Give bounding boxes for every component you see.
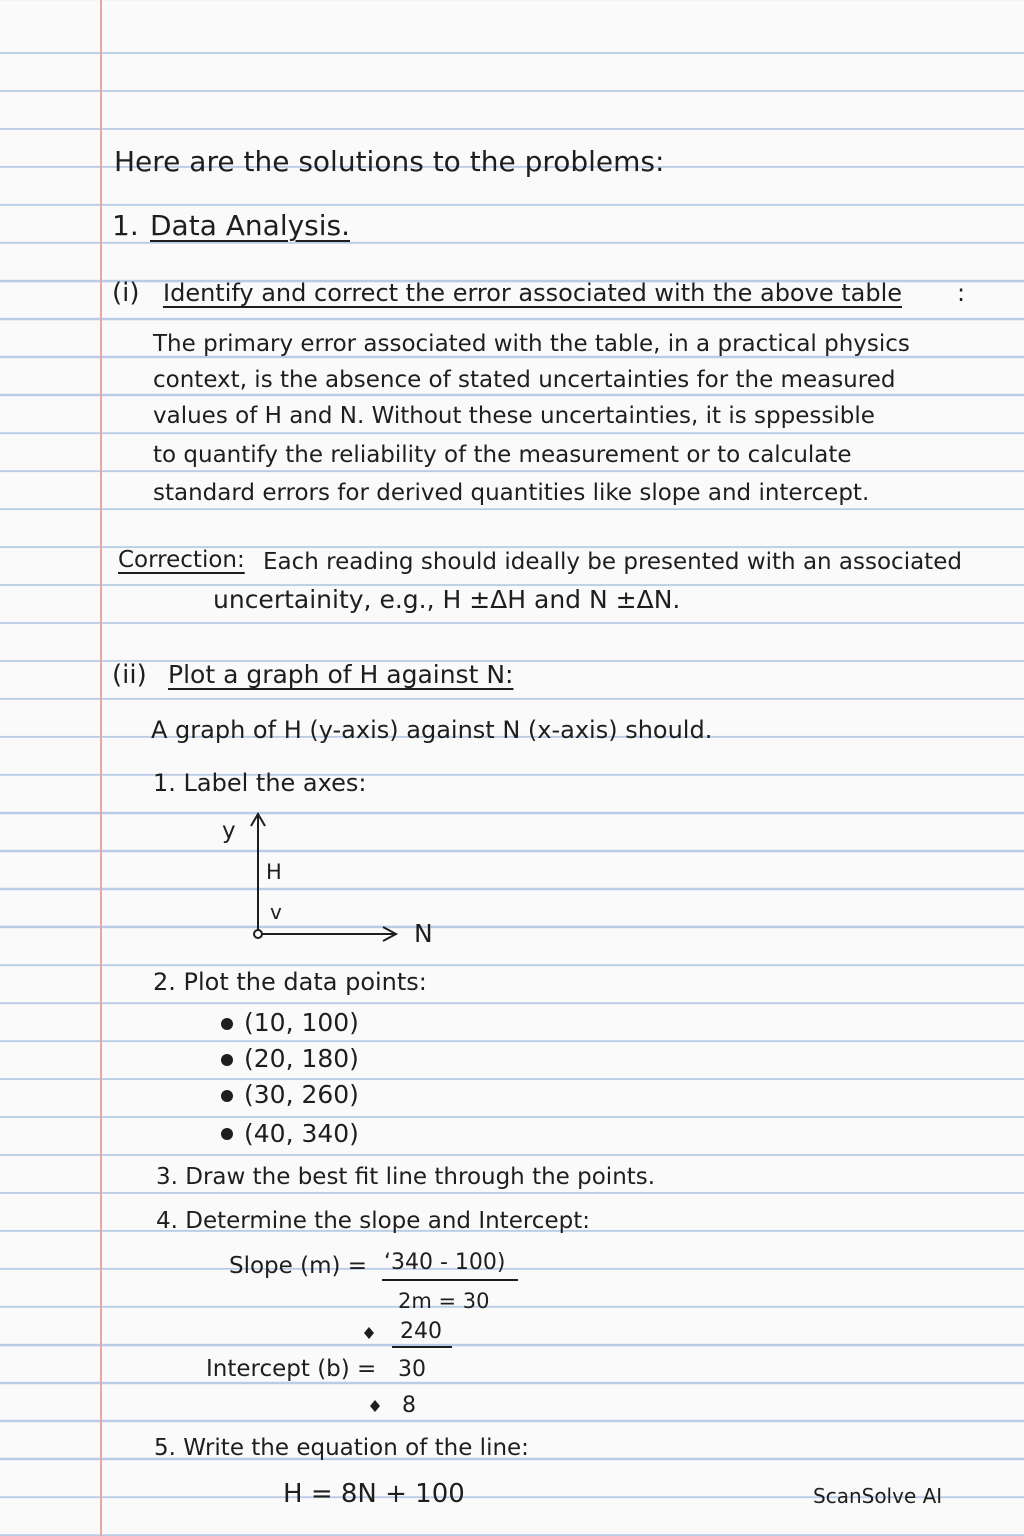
- part-i-body-line: context, is the absence of stated uncertainties for the measured: [153, 367, 896, 393]
- data-point: (20, 180): [244, 1044, 359, 1073]
- part-ii-title: Plot a graph of H against N:: [168, 660, 514, 689]
- h-axis-label: H: [266, 860, 282, 884]
- v-axis-label: v: [270, 900, 282, 924]
- data-point: (30, 260): [244, 1080, 359, 1109]
- intercept-value: 30: [398, 1357, 426, 1382]
- part-i-label: (i): [112, 278, 140, 308]
- part-i-body-line: The primary error associated with the table, in a practical physics: [153, 331, 910, 357]
- part-i-body-line: values of H and N. Without these uncertainties, it is sppessible: [153, 403, 875, 429]
- step-4: 4. Determine the slope and Intercept:: [156, 1208, 590, 1234]
- bullet-dot: [221, 1018, 233, 1030]
- step-2: 2. Plot the data points:: [153, 968, 427, 996]
- data-point: (40, 340): [244, 1119, 359, 1148]
- part-ii-intro: A graph of H (y-axis) against N (x-axis) should.: [151, 716, 713, 744]
- bullet-dot: [221, 1090, 233, 1102]
- correction-text-line: Each reading should ideally be presented with an associated: [263, 549, 962, 575]
- slope-denominator: 2m = 30: [398, 1289, 490, 1313]
- data-point: (10, 100): [244, 1008, 359, 1037]
- intercept-result: 8: [402, 1393, 416, 1418]
- slope-label: Slope (m) =: [229, 1253, 368, 1279]
- slope-numerator: ‘340 - 100): [384, 1250, 506, 1275]
- bullet-dot: [221, 1128, 233, 1140]
- correction-label: Correction:: [118, 547, 245, 573]
- notebook-margin-line: [100, 0, 102, 1536]
- y-axis-label: y: [222, 818, 236, 844]
- step-3: 3. Draw the best fit line through the points.: [156, 1164, 656, 1190]
- n-axis-label: N: [414, 919, 433, 948]
- fraction-bar: [382, 1279, 518, 1281]
- line-equation: H = 8N + 100: [283, 1479, 465, 1509]
- part-i-title: Identify and correct the error associated with the above table: [163, 279, 902, 307]
- section-number: 1.: [112, 209, 139, 242]
- part-ii-label: (ii): [112, 660, 147, 690]
- page-heading: Here are the solutions to the problems:: [114, 145, 665, 178]
- bullet-dot: [221, 1054, 233, 1066]
- slope-result: 240: [400, 1319, 442, 1344]
- watermark: ScanSolve AI: [813, 1484, 943, 1508]
- intercept-label: Intercept (b) =: [206, 1356, 377, 1382]
- step-1: 1. Label the axes:: [153, 769, 367, 797]
- fraction-bar: [392, 1346, 452, 1348]
- section-title: Data Analysis.: [150, 209, 351, 242]
- arrow-marker-icon: [368, 1399, 382, 1413]
- correction-text-line: uncertainity, e.g., H ±ΔH and N ±ΔN.: [213, 585, 681, 614]
- part-i-colon: :: [957, 279, 966, 307]
- arrow-marker-icon: [362, 1326, 376, 1340]
- part-i-body-line: standard errors for derived quantities like slope and intercept.: [153, 480, 870, 506]
- step-5: 5. Write the equation of the line:: [154, 1435, 529, 1461]
- part-i-body-line: to quantify the reliability of the measurement or to calculate: [153, 442, 852, 468]
